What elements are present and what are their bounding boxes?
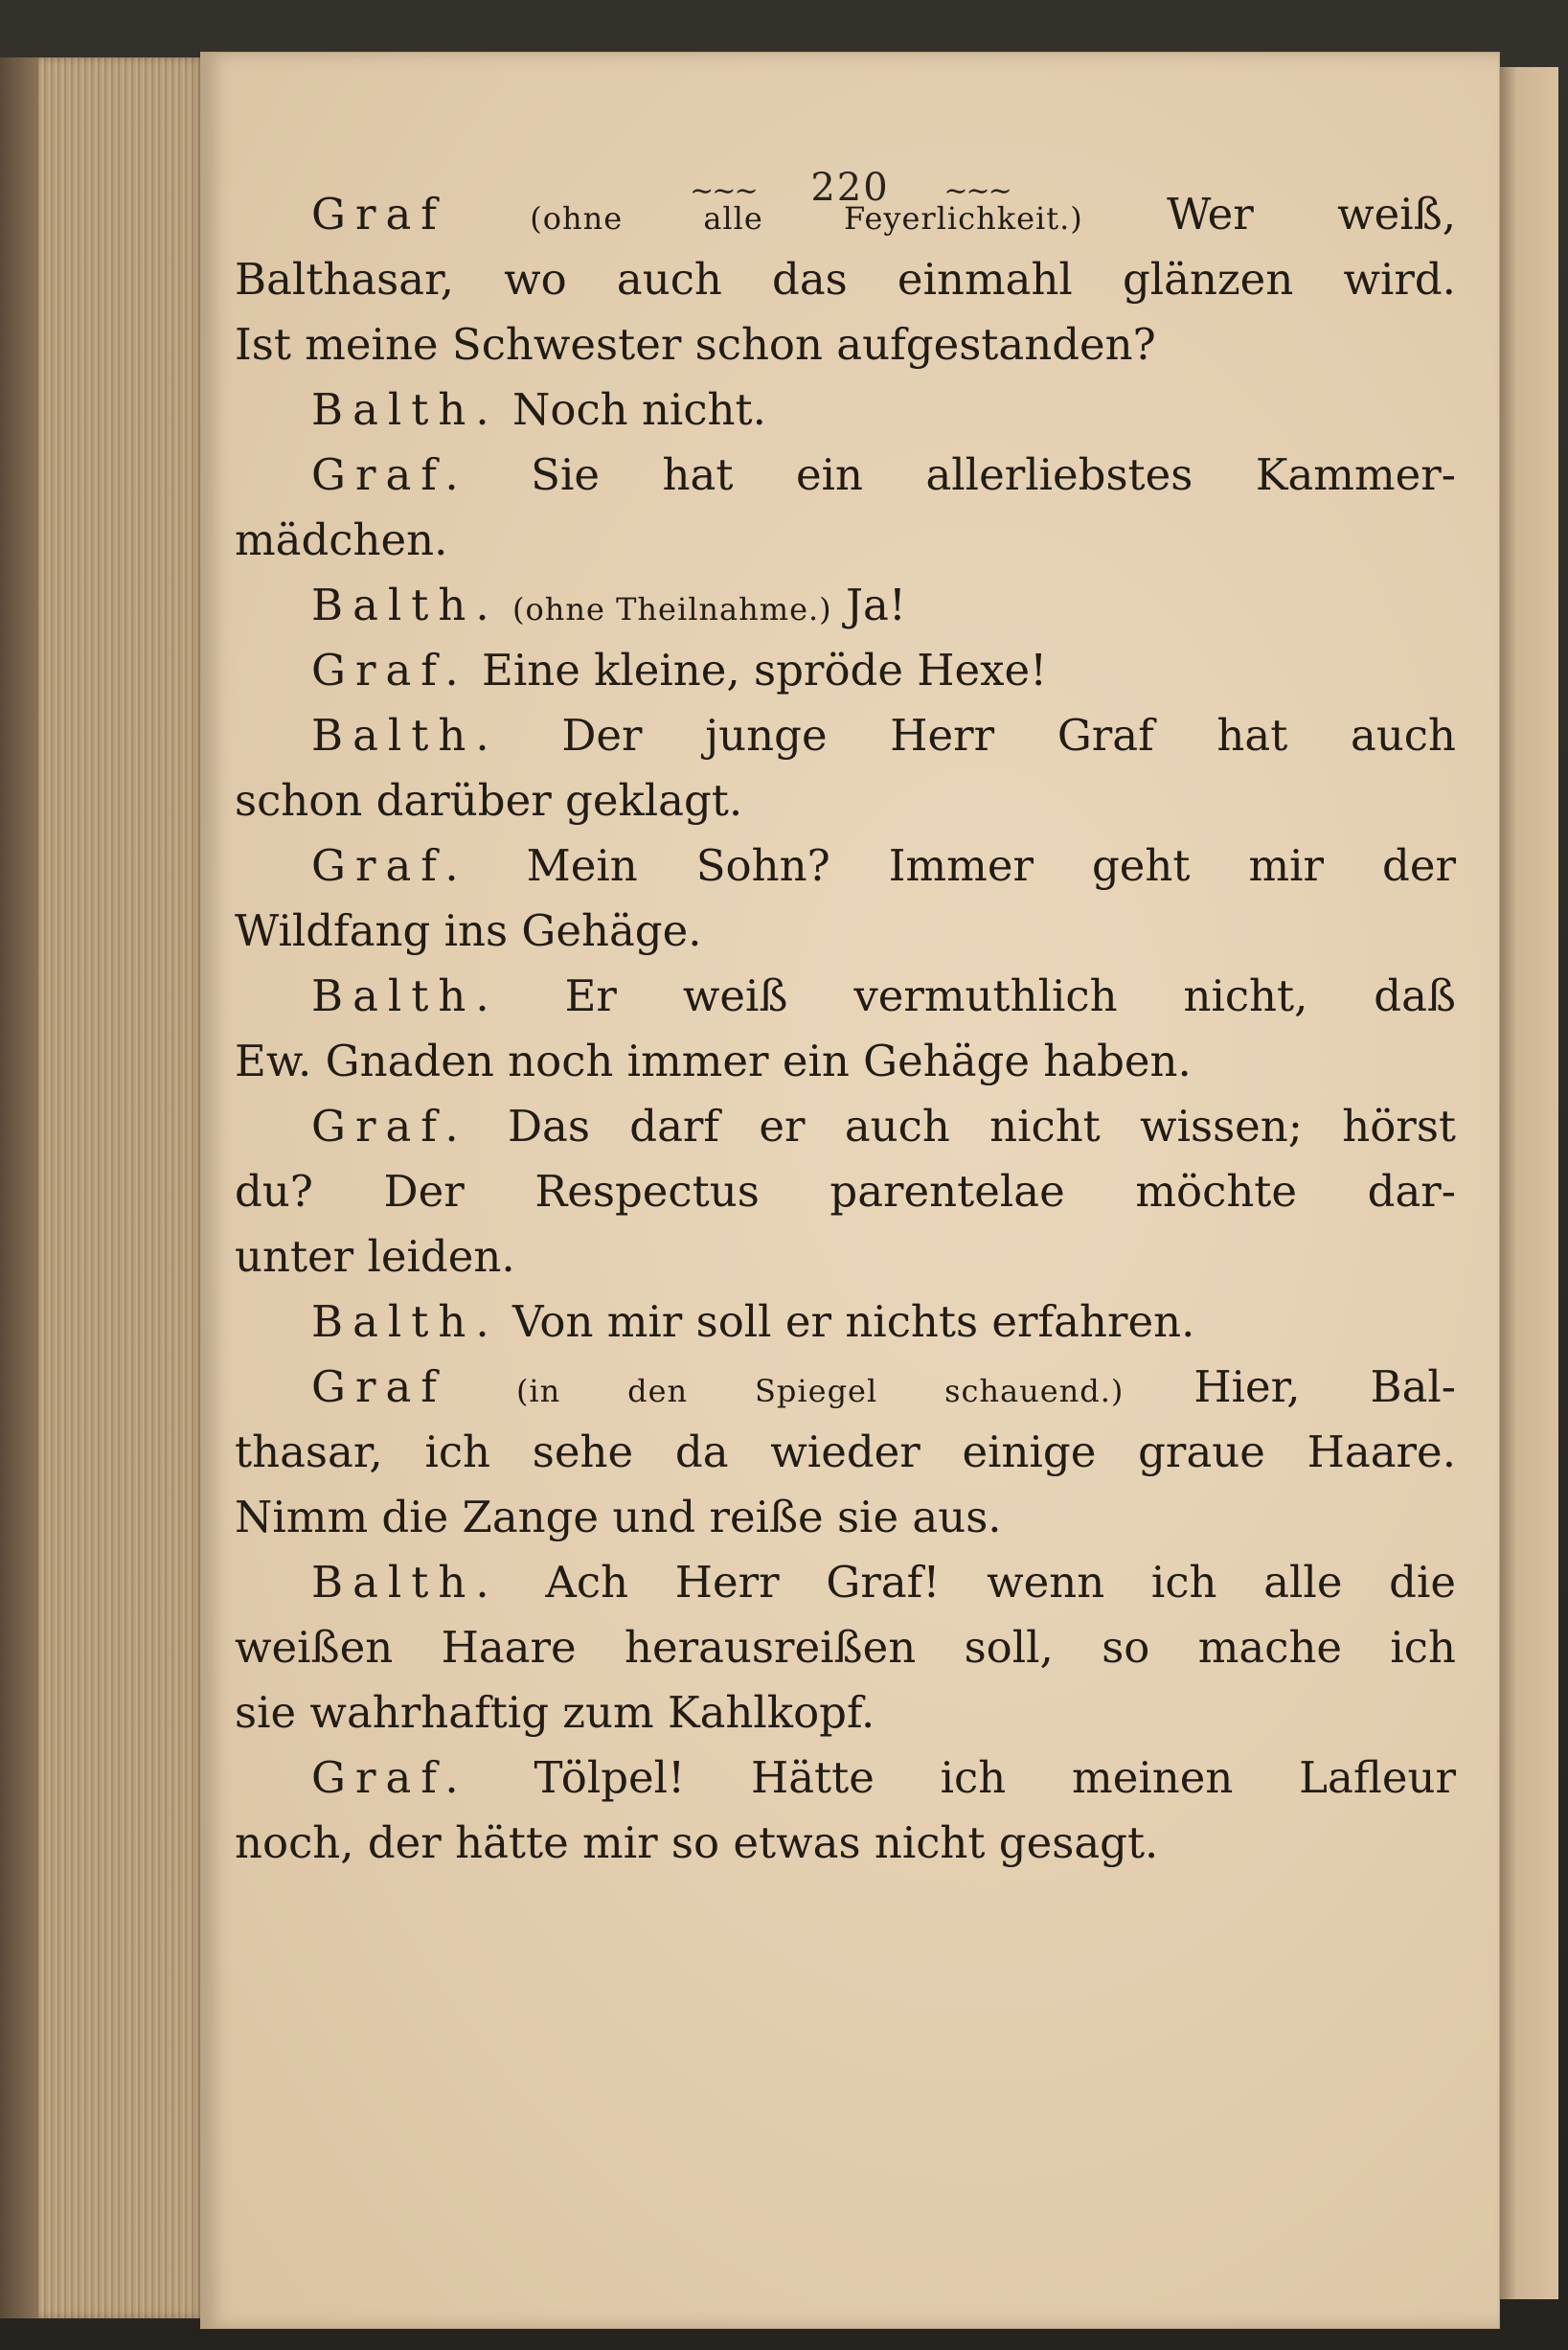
- line-text: Ew. Gnaden noch immer ein Gehäge haben.: [235, 1036, 1192, 1086]
- line-text: Eine kleine, spröde Hexe!: [481, 645, 1048, 696]
- line-text: Ist meine Schwester schon aufgestanden?: [235, 319, 1156, 370]
- line-text: Mein Sohn? Immer geht mir der: [526, 840, 1456, 891]
- speaker-name: Graf: [311, 189, 446, 240]
- line-text: Balthasar, wo auch das einmahl glänzen wird.: [235, 254, 1456, 305]
- speaker-name: Graf.: [311, 645, 468, 696]
- text-line: [235, 1355, 1456, 1420]
- text-line: [235, 1811, 1456, 1876]
- text-line: [235, 1420, 1456, 1485]
- text-line: [235, 833, 1456, 899]
- text-line: [235, 964, 1456, 1029]
- text-line: [235, 638, 1456, 703]
- line-text: Der junge Herr Graf hat auch: [561, 710, 1456, 761]
- stage-direction: (ohne alle Feyerlichkeit.): [530, 200, 1083, 237]
- line-text: Nimm die Zange und reiße sie aus.: [235, 1492, 1002, 1542]
- adjacent-page-edge: [1499, 67, 1558, 2299]
- speaker-name: Graf: [311, 1361, 446, 1412]
- line-text: thasar, ich sehe da wieder einige graue Haare.: [235, 1426, 1456, 1477]
- speaker-name: Balth.: [311, 384, 499, 435]
- speaker-name: Balth.: [311, 1557, 499, 1608]
- speaker-name: Graf.: [311, 1101, 468, 1152]
- page-text: [235, 182, 1456, 1876]
- text-line: [235, 1289, 1456, 1355]
- text-line: [235, 899, 1456, 964]
- line-text: Wer weiß,: [1082, 189, 1457, 240]
- text-line: [235, 1224, 1456, 1289]
- stage-direction: (in den Spiegel schauend.): [515, 1373, 1125, 1409]
- text-line: [235, 1550, 1456, 1615]
- line-text: du? Der Respectus parentelae möchte dar-: [235, 1166, 1456, 1217]
- speaker-name: Balth.: [311, 1296, 499, 1347]
- speaker-name: Balth.: [311, 710, 499, 761]
- line-text: schon darüber geklagt.: [235, 775, 743, 826]
- header-ornament-left: ∼∼∼: [690, 173, 757, 208]
- text-line: [235, 1094, 1456, 1159]
- speaker-name: Graf.: [311, 1752, 468, 1803]
- header-ornament-right: ∼∼∼: [943, 173, 1011, 208]
- text-line: [235, 377, 1456, 443]
- line-text: Noch nicht.: [511, 384, 766, 435]
- text-line: [235, 1029, 1456, 1094]
- text-line: [235, 1159, 1456, 1224]
- line-text: Hier, Bal-: [1124, 1361, 1456, 1412]
- line-text: Von mir soll er nichts erfahren.: [511, 1296, 1195, 1347]
- speaker-name: Balth.: [311, 970, 499, 1021]
- text-line: [235, 182, 1456, 247]
- line-text: Das darf er auch nicht wissen; hörst: [507, 1101, 1456, 1152]
- line-text: noch, der hätte mir so etwas nicht gesagt.: [235, 1817, 1159, 1868]
- line-text: unter leiden.: [235, 1231, 515, 1282]
- line-text: weißen Haare herausreißen soll, so mache ich: [235, 1622, 1456, 1673]
- line-text: Wildfang ins Gehäge.: [235, 905, 702, 956]
- book-spine-shadow: [0, 57, 38, 2318]
- text-line: [235, 508, 1456, 573]
- line-text: mädchen.: [235, 514, 448, 565]
- text-line: [235, 1745, 1456, 1811]
- line-text: Ja!: [831, 580, 906, 630]
- text-line: [235, 768, 1456, 833]
- text-line: [235, 573, 1456, 638]
- page-number: 220: [810, 166, 890, 210]
- speaker-name: Balth.: [311, 580, 499, 630]
- text-line: [235, 1485, 1456, 1550]
- text-line: [235, 1680, 1456, 1745]
- line-text: Er weiß vermuthlich nicht, daß: [564, 970, 1456, 1021]
- text-line: [235, 443, 1456, 508]
- line-text: sie wahrhaftig zum Kahlkopf.: [235, 1687, 875, 1738]
- line-text: Sie hat ein allerliebstes Kammer-: [531, 449, 1456, 500]
- text-line: [235, 247, 1456, 312]
- line-text: Tölpel! Hätte ich meinen Lafleur: [534, 1752, 1456, 1803]
- line-text: Ach Herr Graf! wenn ich alle die: [545, 1557, 1456, 1608]
- text-line: [235, 312, 1456, 377]
- text-line: [235, 1615, 1456, 1680]
- stage-direction: (ohne Theilnahme.): [511, 591, 832, 627]
- text-line: [235, 703, 1456, 768]
- speaker-name: Graf.: [311, 840, 468, 891]
- speaker-name: Graf.: [311, 449, 468, 500]
